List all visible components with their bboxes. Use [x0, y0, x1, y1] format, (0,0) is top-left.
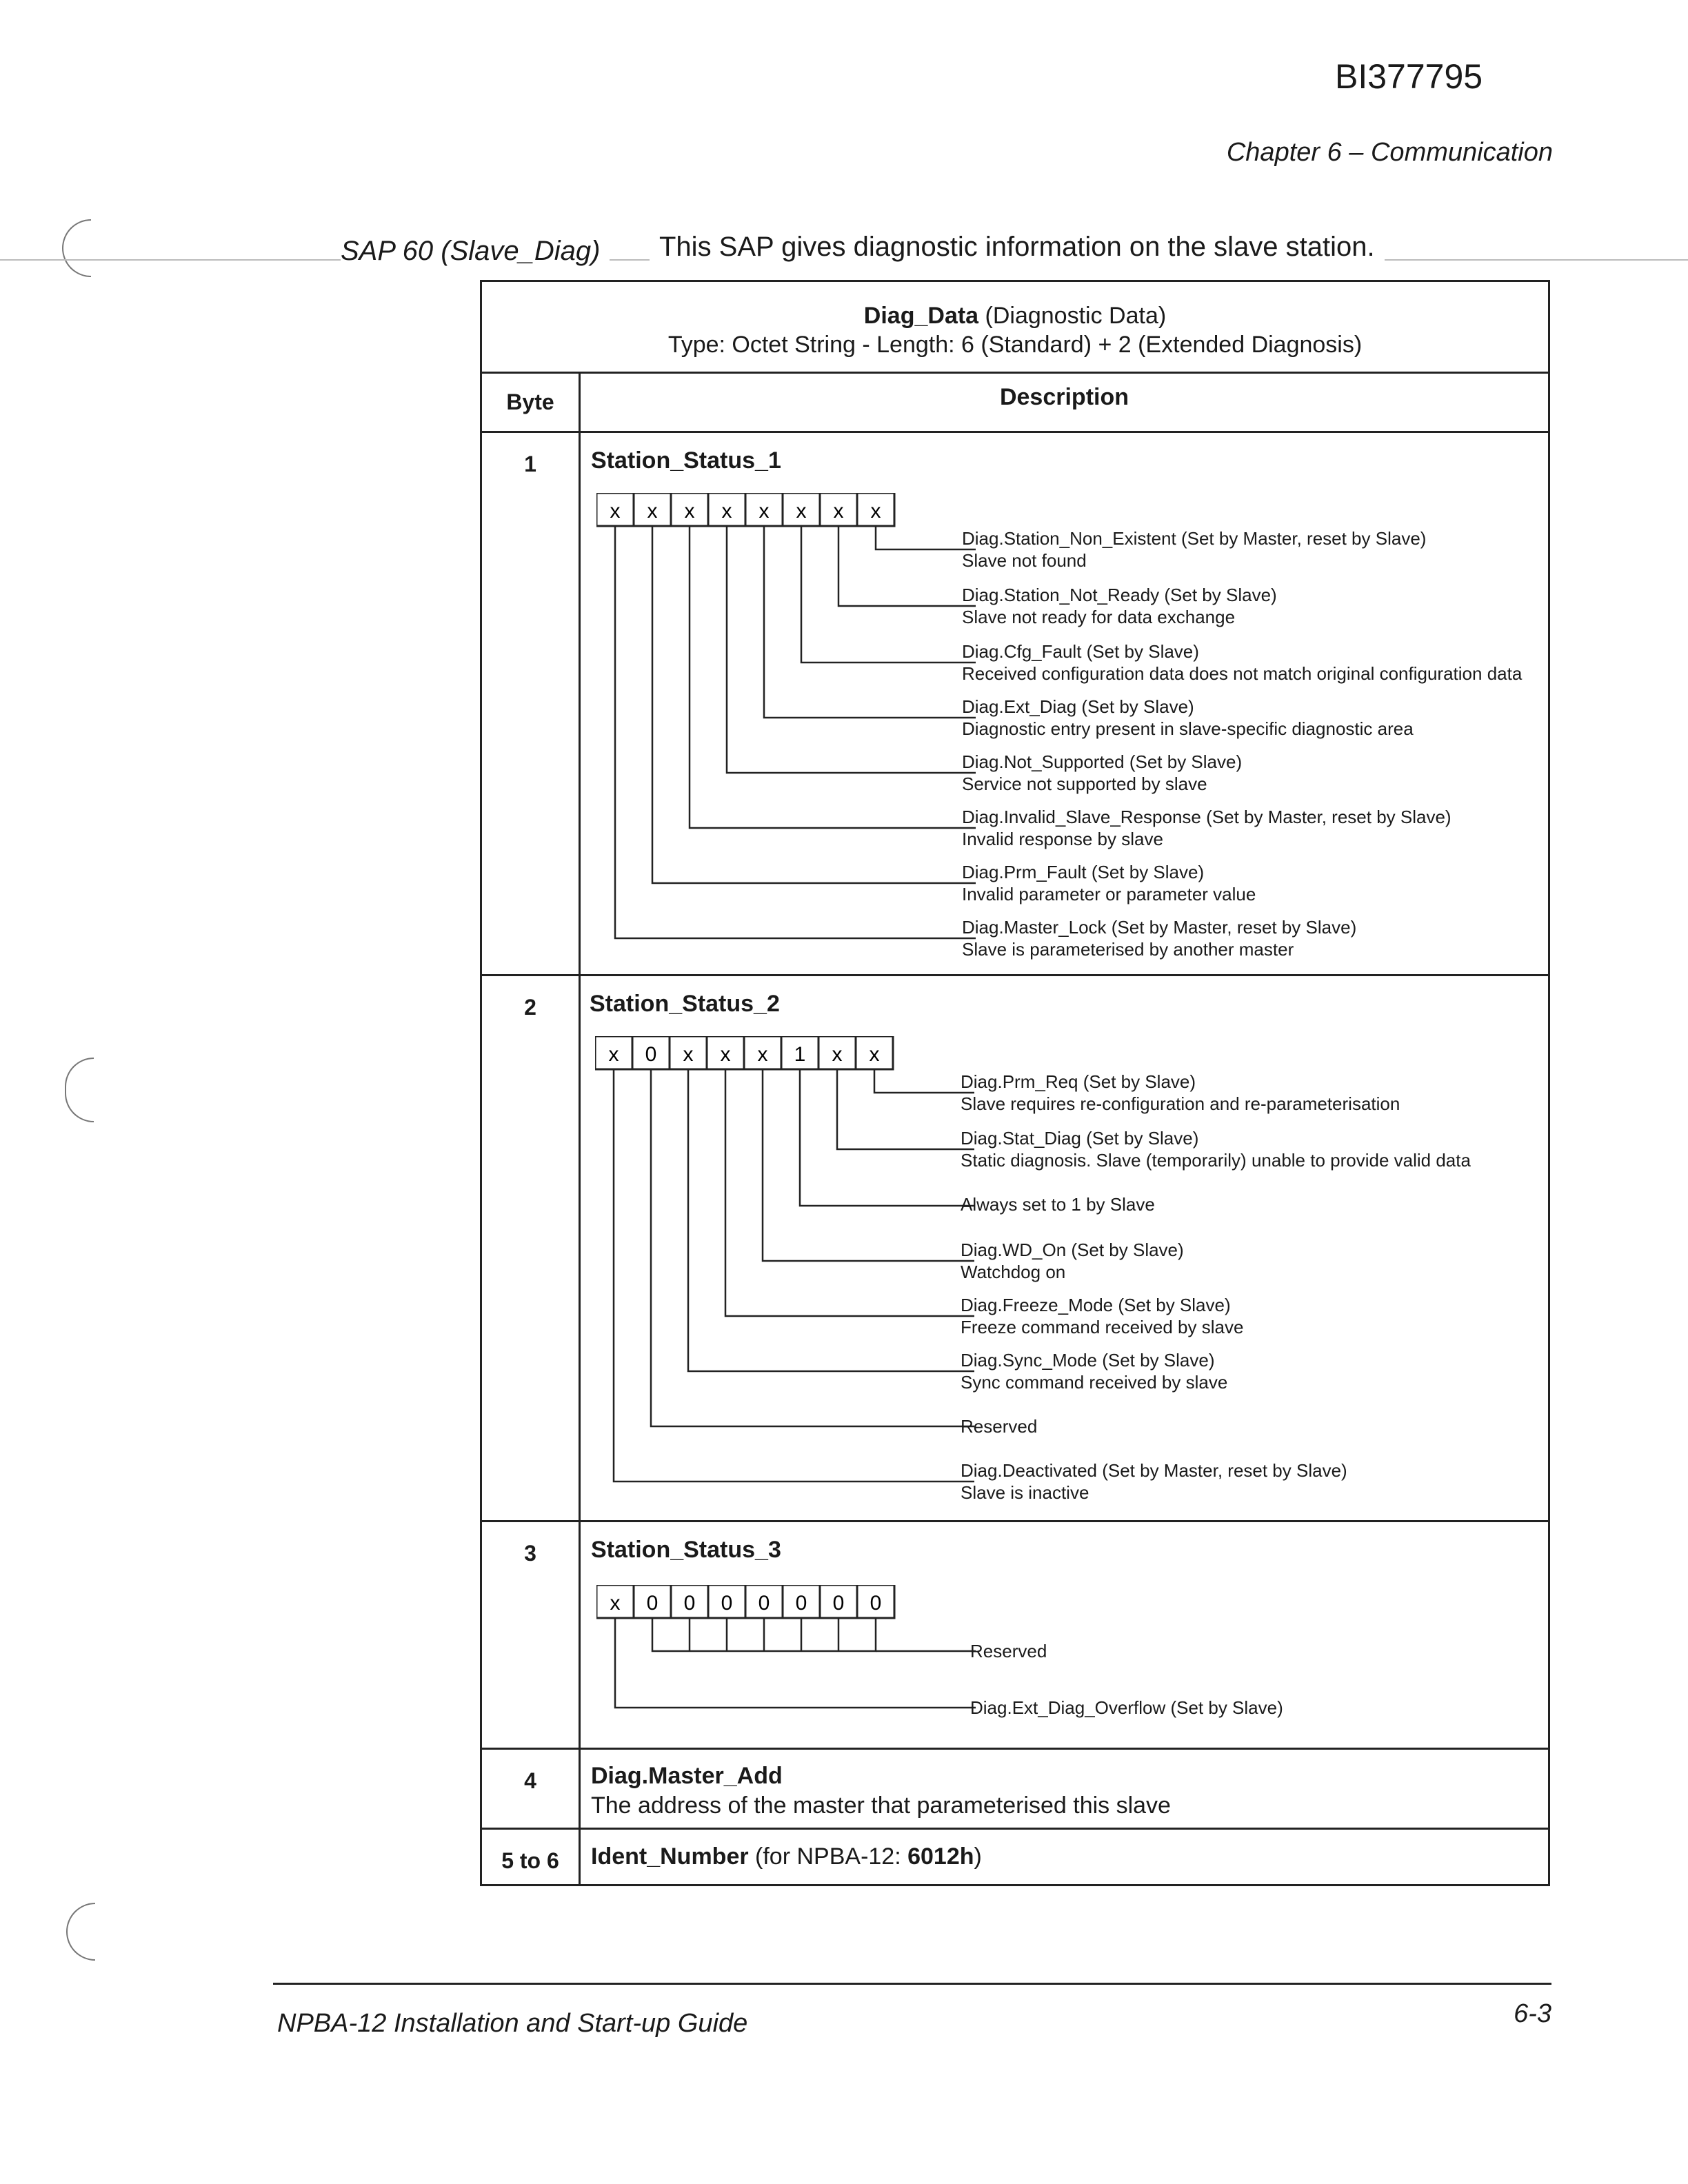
bit-description: [961, 1415, 1037, 1437]
bit-value: 0: [870, 1592, 882, 1615]
bit-boxes: [596, 493, 894, 526]
bit-description-detail: Slave requires re-configuration and re-parameterisation: [961, 1093, 1400, 1114]
table-title-rest: (Diagnostic Data): [978, 303, 1167, 329]
bit-description-detail: Watchdog on: [961, 1262, 1066, 1282]
bit-description-title: Diag.Deactivated (Set by Master, reset by Slave): [961, 1460, 1347, 1481]
byte-number: 1: [524, 452, 536, 476]
bit-description: [961, 1239, 1184, 1283]
bit-value: x: [720, 1043, 731, 1066]
station-status-1-title: Station_Status_1: [591, 447, 781, 474]
ext-diag-overflow-label: Diag.Ext_Diag_Overflow (Set by Slave): [970, 1697, 1283, 1718]
byte-number: 4: [524, 1768, 536, 1793]
bit-description-title: Diag.Cfg_Fault (Set by Slave): [962, 641, 1199, 662]
bit-value: 0: [758, 1592, 770, 1615]
bit-description-title: Diag.Station_Not_Ready (Set by Slave): [962, 585, 1277, 605]
bit-description-detail: Slave is inactive: [961, 1482, 1089, 1503]
bit-value: x: [721, 500, 732, 523]
diag-data-table: [480, 280, 1550, 1886]
col-header-description: Description: [999, 384, 1129, 410]
bit-description-title: Diag.WD_On (Set by Slave): [961, 1240, 1184, 1260]
bit-value: x: [796, 500, 807, 523]
bit-description-detail: Diagnostic entry present in slave-specific diagnostic area: [962, 718, 1414, 739]
scan-mark: [66, 1903, 95, 1961]
sap-description: This SAP gives diagnostic information on the slave station.: [650, 232, 1385, 263]
bit-description-title: Diag.Station_Non_Existent (Set by Master, reset by Slave): [962, 528, 1427, 549]
bit-value: x: [832, 1043, 843, 1066]
bit-boxes: [595, 1036, 893, 1069]
bit-description-title: Diag.Sync_Mode (Set by Slave): [961, 1350, 1215, 1371]
station-status-1-bit-diagram: [596, 493, 983, 969]
bit-description-detail: Static diagnosis. Slave (temporarily) unable to provide valid data: [961, 1150, 1471, 1171]
bit-description-detail: Invalid response by slave: [962, 829, 1163, 849]
bit-value: 0: [683, 1592, 696, 1615]
ident-number-pre: (for NPBA-12:: [748, 1843, 908, 1870]
bit-leader-lines: [615, 526, 976, 938]
bit-description-title: Always set to 1 by Slave: [961, 1194, 1155, 1215]
master-add-description: The address of the master that parameterised this slave: [591, 1792, 1171, 1819]
table-title: [482, 303, 1548, 330]
bit-value: 0: [795, 1592, 807, 1615]
bit-value: 0: [832, 1592, 845, 1615]
station-status-2-bit-diagram: [595, 1036, 981, 1512]
scan-mark: [65, 1058, 94, 1122]
bit-description-detail: Slave not found: [962, 550, 1087, 571]
bit-value: 1: [794, 1043, 806, 1066]
bit-description: [962, 916, 1356, 960]
bit-description-detail: Freeze command received by slave: [961, 1317, 1244, 1337]
station-status-2-title: Station_Status_2: [590, 991, 780, 1017]
station-status-3-bit-diagram: [596, 1585, 983, 1737]
table-title-bold: Diag_Data: [863, 303, 979, 329]
bit-value: x: [610, 1592, 621, 1615]
bit-value: 0: [646, 1592, 659, 1615]
bit-value: x: [870, 500, 881, 523]
bit-description-title: Diag.Ext_Diag (Set by Slave): [962, 696, 1194, 717]
bit-description: [961, 1294, 1243, 1338]
bit-value: x: [758, 500, 770, 523]
bit-description: [962, 640, 1522, 685]
scan-mark: [62, 219, 91, 277]
bit-description-detail: Service not supported by slave: [962, 774, 1207, 794]
bit-description-title: Diag.Freeze_Mode (Set by Slave): [961, 1295, 1231, 1315]
footer-rule: [273, 1983, 1551, 1985]
row-divider: [482, 431, 1548, 433]
bit-description: [962, 806, 1451, 850]
bit-description: [962, 751, 1242, 795]
page-number: 6-3: [1514, 1999, 1551, 2028]
table-type: Type: Octet String - Length: 6 (Standard) + 2 (Extended Diagnosis): [667, 332, 1363, 358]
bit-description: [961, 1349, 1227, 1393]
bit-description: [962, 584, 1277, 628]
bit-description-title: Reserved: [961, 1416, 1038, 1437]
bit-description: [961, 1071, 1400, 1115]
footer-guide-title: NPBA-12 Installation and Start-up Guide: [277, 2009, 748, 2038]
bit-description-title: Diag.Prm_Req (Set by Slave): [961, 1071, 1196, 1092]
ident-number-post: ): [974, 1843, 982, 1870]
row-divider: [482, 1828, 1548, 1830]
bit-description: [962, 696, 1414, 740]
bit-value: x: [833, 500, 844, 523]
column-divider: [579, 372, 581, 1884]
chapter-heading: Chapter 6 – Communication: [1226, 138, 1553, 167]
bit-description-title: Diag.Master_Lock (Set by Master, reset by Slave): [962, 917, 1357, 938]
bit-description-detail: Invalid parameter or parameter value: [962, 884, 1256, 904]
bit-value: 0: [645, 1043, 657, 1066]
bit-leader-lines: [614, 1069, 974, 1482]
bit-value: 0: [721, 1592, 733, 1615]
bit-description-detail: Sync command received by slave: [961, 1372, 1228, 1393]
byte-number: 5 to 6: [501, 1848, 559, 1873]
reserved-label: Reserved: [970, 1641, 1047, 1661]
bit-value: x: [647, 500, 658, 523]
bit-description: [962, 861, 1256, 905]
bit-description: [962, 527, 1426, 572]
row-divider: [482, 1520, 1548, 1522]
byte-number: 2: [524, 995, 536, 1020]
row-divider: [482, 372, 1548, 374]
bit-value: x: [683, 1043, 694, 1066]
col-header-byte: Byte: [506, 390, 554, 414]
bit-value: x: [757, 1043, 768, 1066]
bit-description-title: Diag.Invalid_Slave_Response (Set by Master, reset by Slave): [962, 807, 1451, 827]
bit-description-detail: Received configuration data does not match original configuration data: [962, 663, 1523, 684]
bit-description-detail: Slave is parameterised by another master: [962, 939, 1294, 960]
master-add-title: Diag.Master_Add: [591, 1763, 783, 1789]
ident-number: [591, 1841, 982, 1872]
byte-number: 3: [524, 1541, 536, 1566]
bit-value: x: [684, 500, 695, 523]
bit-value: x: [608, 1043, 619, 1066]
bit-value: x: [869, 1043, 880, 1066]
bit-leader-lines: [615, 1618, 976, 1708]
ident-number-title: Ident_Number: [591, 1843, 749, 1870]
bit-description: [961, 1193, 1155, 1215]
bit-description-title: Diag.Prm_Fault (Set by Slave): [962, 862, 1205, 882]
bit-boxes: [596, 1585, 894, 1618]
row-divider: [482, 974, 1548, 976]
bit-description: [961, 1459, 1347, 1504]
sap-title: SAP 60 (Slave_Diag): [341, 236, 610, 267]
bit-description: [961, 1127, 1471, 1171]
ident-number-value: 6012h: [907, 1843, 974, 1870]
document-id: BI377795: [1335, 57, 1483, 96]
bit-description-title: Diag.Not_Supported (Set by Slave): [962, 751, 1243, 772]
bit-description-title: Diag.Stat_Diag (Set by Slave): [961, 1128, 1199, 1149]
row-divider: [482, 1748, 1548, 1750]
station-status-3-title: Station_Status_3: [591, 1537, 781, 1563]
bit-description-detail: Slave not ready for data exchange: [962, 607, 1236, 627]
bit-value: x: [610, 500, 621, 523]
